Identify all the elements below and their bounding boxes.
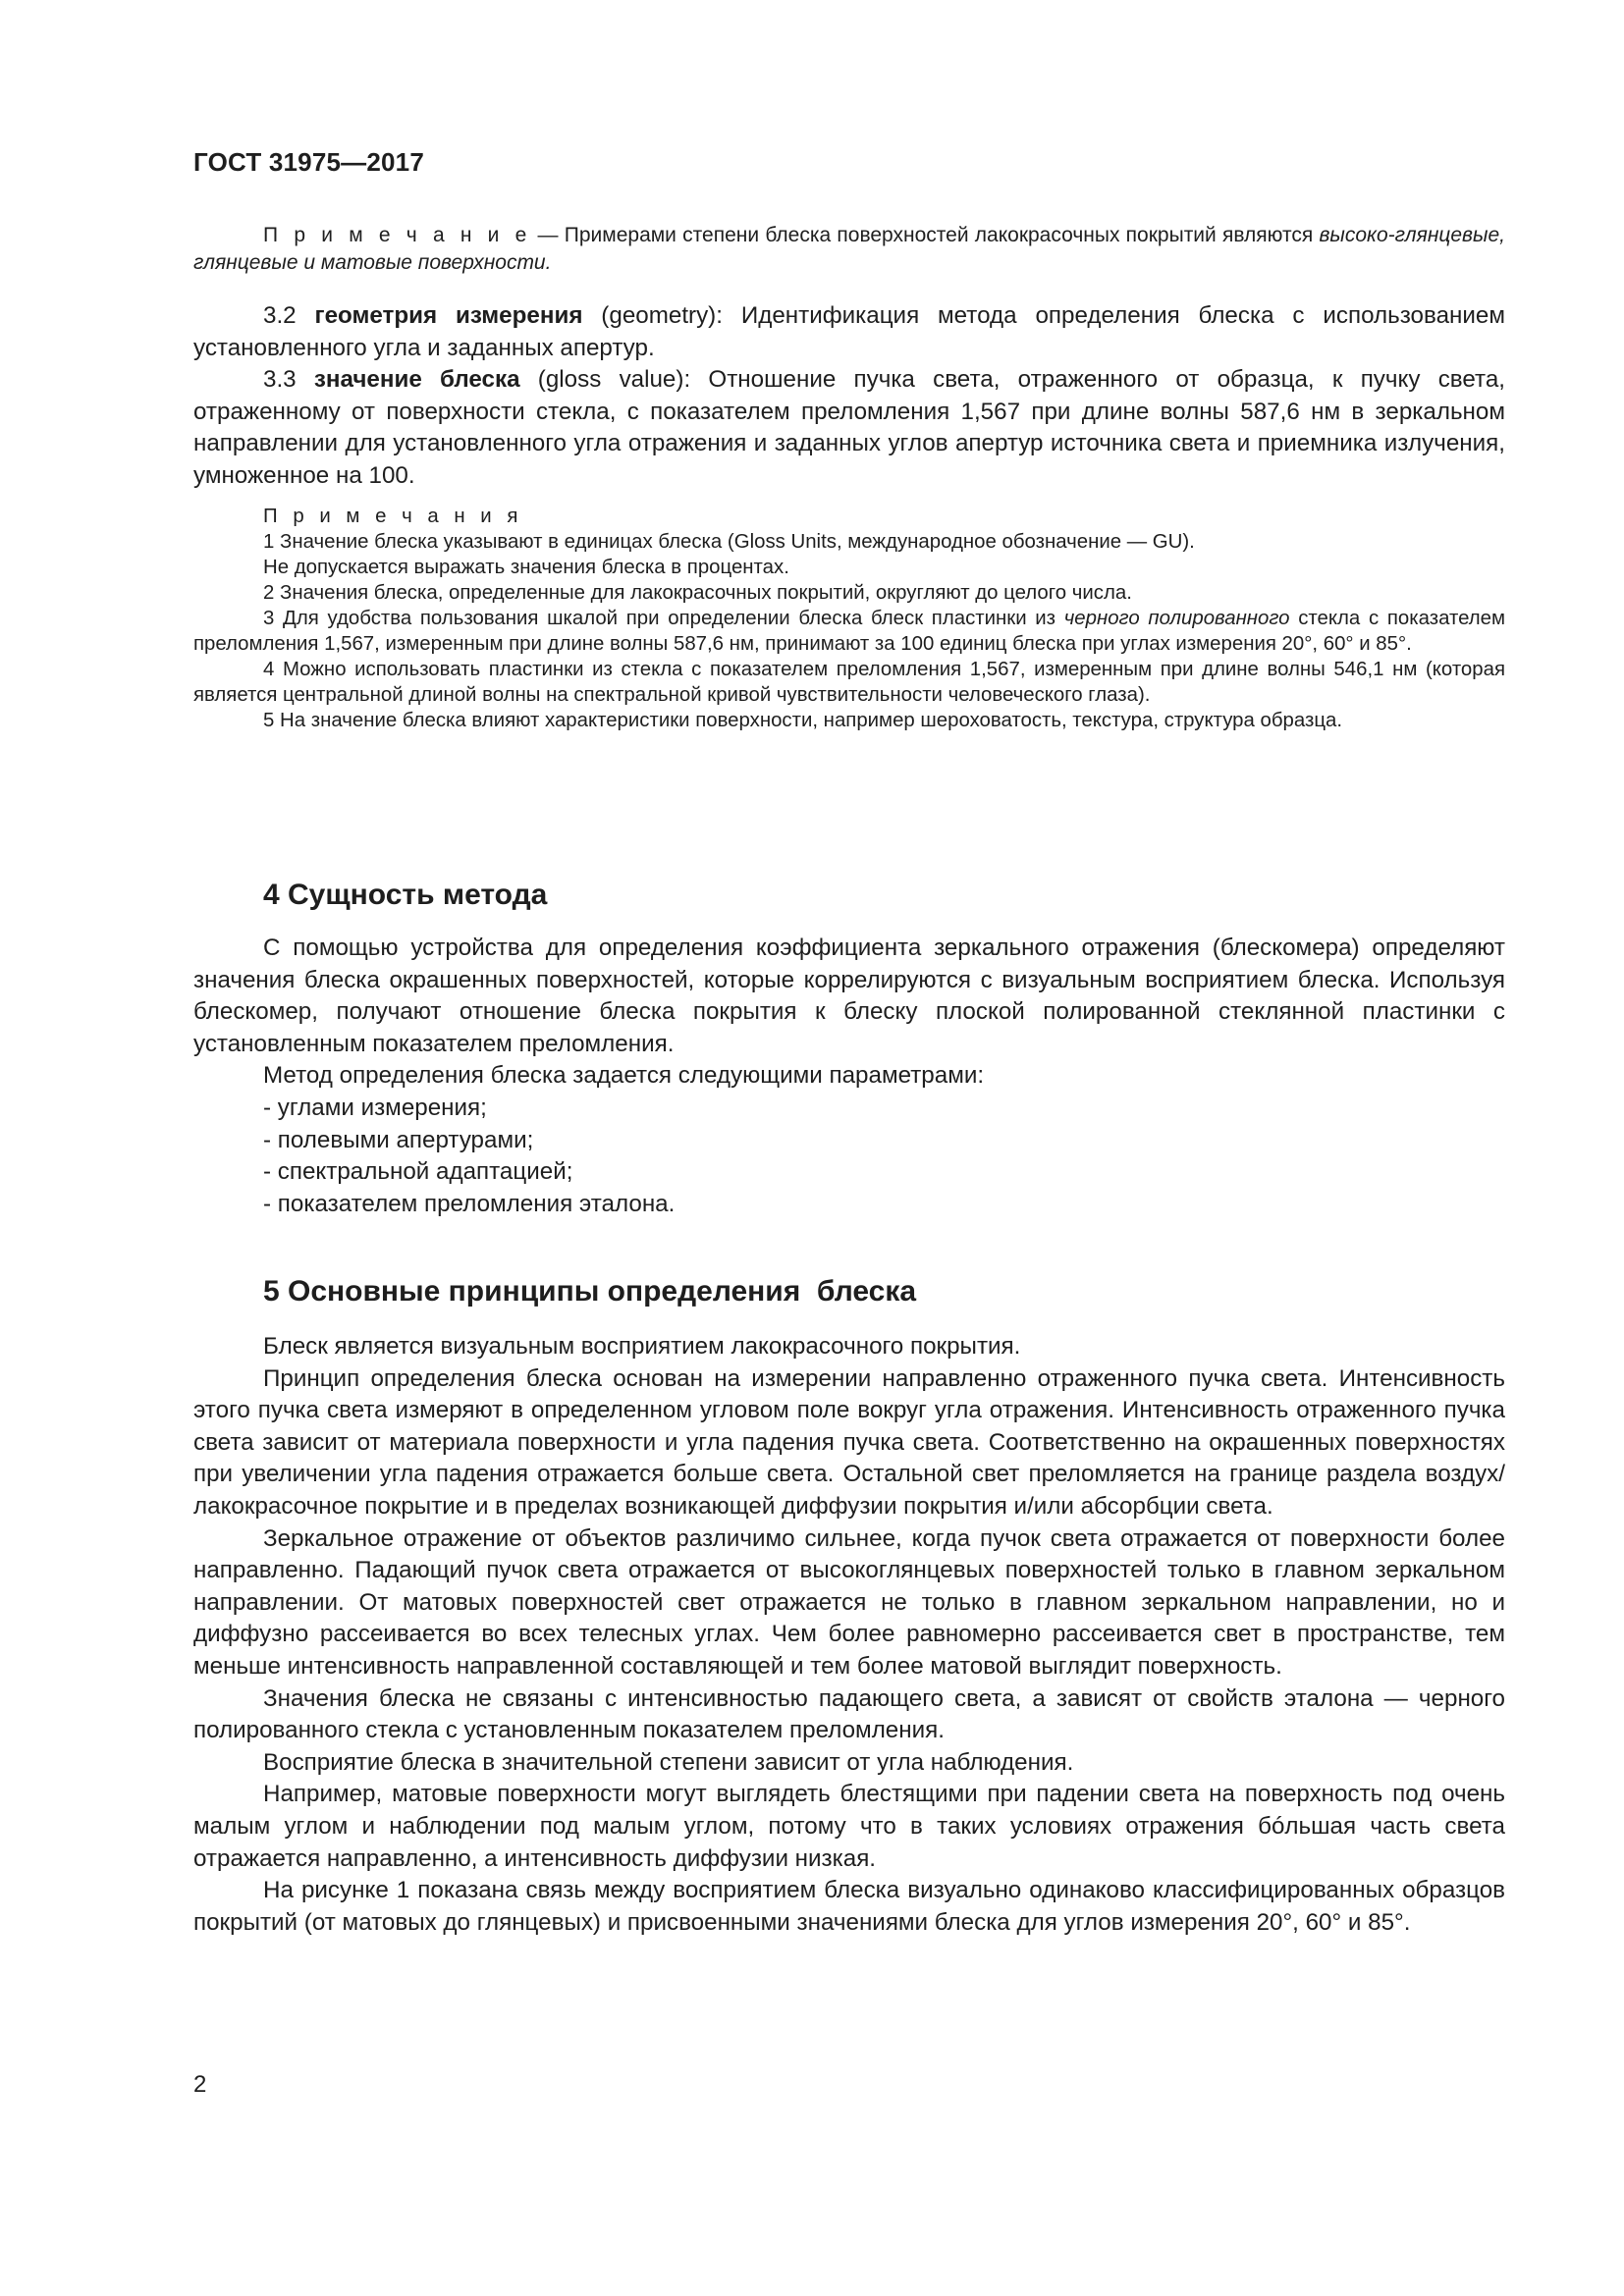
document-header: ГОСТ 31975—2017	[193, 147, 424, 177]
section-5-paragraph: Восприятие блеска в значительной степени зависит от угла наблюдения.	[263, 1748, 1074, 1776]
definition-text: (geometry): Идентификация метода определения блеска с использованием установленного угла и заданных апертур.	[193, 302, 1505, 361]
list-item: - углами измерения;	[263, 1094, 487, 1121]
definition-3-2	[193, 300, 1505, 364]
section-5-title: 5 Основные принципы определения блеска	[263, 1275, 917, 1308]
section-4	[193, 878, 1505, 1220]
definition-text: (gloss value): Отношение пучка света, отраженного от образца, к пучку света, отраженному от поверхности стекла, с показателем преломления 1,567 при длине волны 587,6 нм в зеркальном направлении для установленного угла отражения и заданных углов апертур источника света и приемника излучения, умноженное на 100.	[193, 366, 1505, 489]
list-item: - спектральной адаптацией;	[263, 1158, 573, 1186]
section-4-title: 4 Сущность метода	[263, 879, 548, 911]
list-item: - полевыми апертурами;	[263, 1126, 534, 1153]
note-3	[193, 606, 1505, 657]
notes-block	[193, 504, 1505, 733]
section-5	[193, 1274, 1505, 1939]
note-3-text: 3 Для удобства пользования шкалой при определении блеска блеск пластинки из	[263, 608, 1064, 629]
section-5-paragraph: Зеркальное отражение от объектов различимо сильнее, когда пучок света отражается от поверхности более направленно. Падающий пучок света отражается от высокоглянцевых поверхностей только в главном зеркальном направлении. От матовых поверхностей свет отражается не только в главном зеркальном направлении, но и диффузно рассеивается во всех телесных углах. Чем более равномерно рассеивается свет в пространстве, тем меньше интенсивность направленной составляющей и тем более матовой выглядит поверхность.	[193, 1524, 1505, 1680]
section-5-paragraph: Принцип определения блеска основан на измерении направленно отраженного пучка света. Интенсивность этого пучка света измеряют в определенном угловом поле вокруг угла отражения. Интенсивность отраженного пучка света зависит от материала поверхности и угла падения пучка света. Соответственно на окрашенных поверхностях при увеличении угла падения отражается больше света. Остальной свет преломляется на границе раздела воздух/лакокрасочное покрытие и в пределах возникающей диффузии покрытия и/или абсорбции света.	[193, 1364, 1505, 1520]
section-5-paragraph: Значения блеска не связаны с интенсивностью падающего света, а зависят от свойств эталона — черного полированного стекла с установленным показателем преломления.	[193, 1684, 1505, 1744]
page-number: 2	[193, 2071, 207, 2098]
note-italic: высоко-глянцевые, глянцевые и матовые поверхности.	[193, 224, 1505, 274]
note-intro	[193, 222, 1505, 277]
section-5-paragraph: На рисунке 1 показана связь между восприятием блеска визуально одинаково классифицированных образцов покрытий (от матовых до глянцевых) и присвоенными значениями блеска для углов измерения 20°, 60° и 85°.	[193, 1877, 1505, 1936]
note-3-text-end: стекла с показателем преломления 1,567, измеренным при длине волны 587,6 нм, принимают за 100 единиц блеска при углах измерения 20°, 60° и 85°.	[193, 608, 1505, 655]
section-5-paragraph: Например, матовые поверхности могут выглядеть блестящими при падении света на поверхность под очень малым углом и наблюдении под малым углом, потому что в таких условиях отражения бóльшая часть света отражается направленно, а интенсивность диффузии низкая.	[193, 1781, 1505, 1872]
notes-label: П р и м е ч а н и я	[263, 506, 523, 527]
note-label: П р и м е ч а н и е	[263, 224, 532, 246]
list-item: - показателем преломления эталона.	[263, 1190, 676, 1217]
definitions	[193, 300, 1505, 493]
definition-3-3	[193, 364, 1505, 492]
section-5-paragraph: Блеск является визуальным восприятием лакокрасочного покрытия.	[263, 1333, 1021, 1360]
note-2: 2 Значения блеска, определенные для лакокрасочных покрытий, округляют до целого числа.	[263, 582, 1132, 604]
note-5: 5 На значение блеска влияют характеристики поверхности, например шероховатость, текстура, структура образца.	[263, 710, 1343, 731]
note-1: 1 Значение блеска указывают в единицах блеска (Gloss Units, международное обозначение — GU).	[263, 531, 1195, 553]
note-4: 4 Можно использовать пластинки из стекла с показателем преломления 1,567, измеренным при длине волны 546,1 нм (которая является центральной длиной волны на спектральной кривой чувствительности человеческого глаза).	[193, 659, 1505, 706]
definition-number: 3.2	[263, 302, 315, 329]
definition-number: 3.3	[263, 366, 314, 394]
definition-term: геометрия измерения	[314, 302, 583, 329]
note-3-italic: черного полированного	[1063, 608, 1290, 629]
definition-term: значение блеска	[313, 366, 520, 394]
section-4-method-intro: Метод определения блеска задается следующими параметрами:	[263, 1062, 985, 1090]
note-text: — Примерами степени блеска поверхностей лакокрасочных покрытий являются	[531, 224, 1320, 246]
note-1-continued: Не допускается выражать значения блеска в процентах.	[263, 557, 789, 578]
section-4-paragraph: С помощью устройства для определения коэффициента зеркального отражения (блескомера) определяют значения блеска окрашенных поверхностей, которые коррелируются с визуальным восприятием блеска. Используя блескомер, получают отношение блеска покрытия к блеску плоской полированной стеклянной пластинки с установленным показателем преломления.	[193, 934, 1505, 1057]
